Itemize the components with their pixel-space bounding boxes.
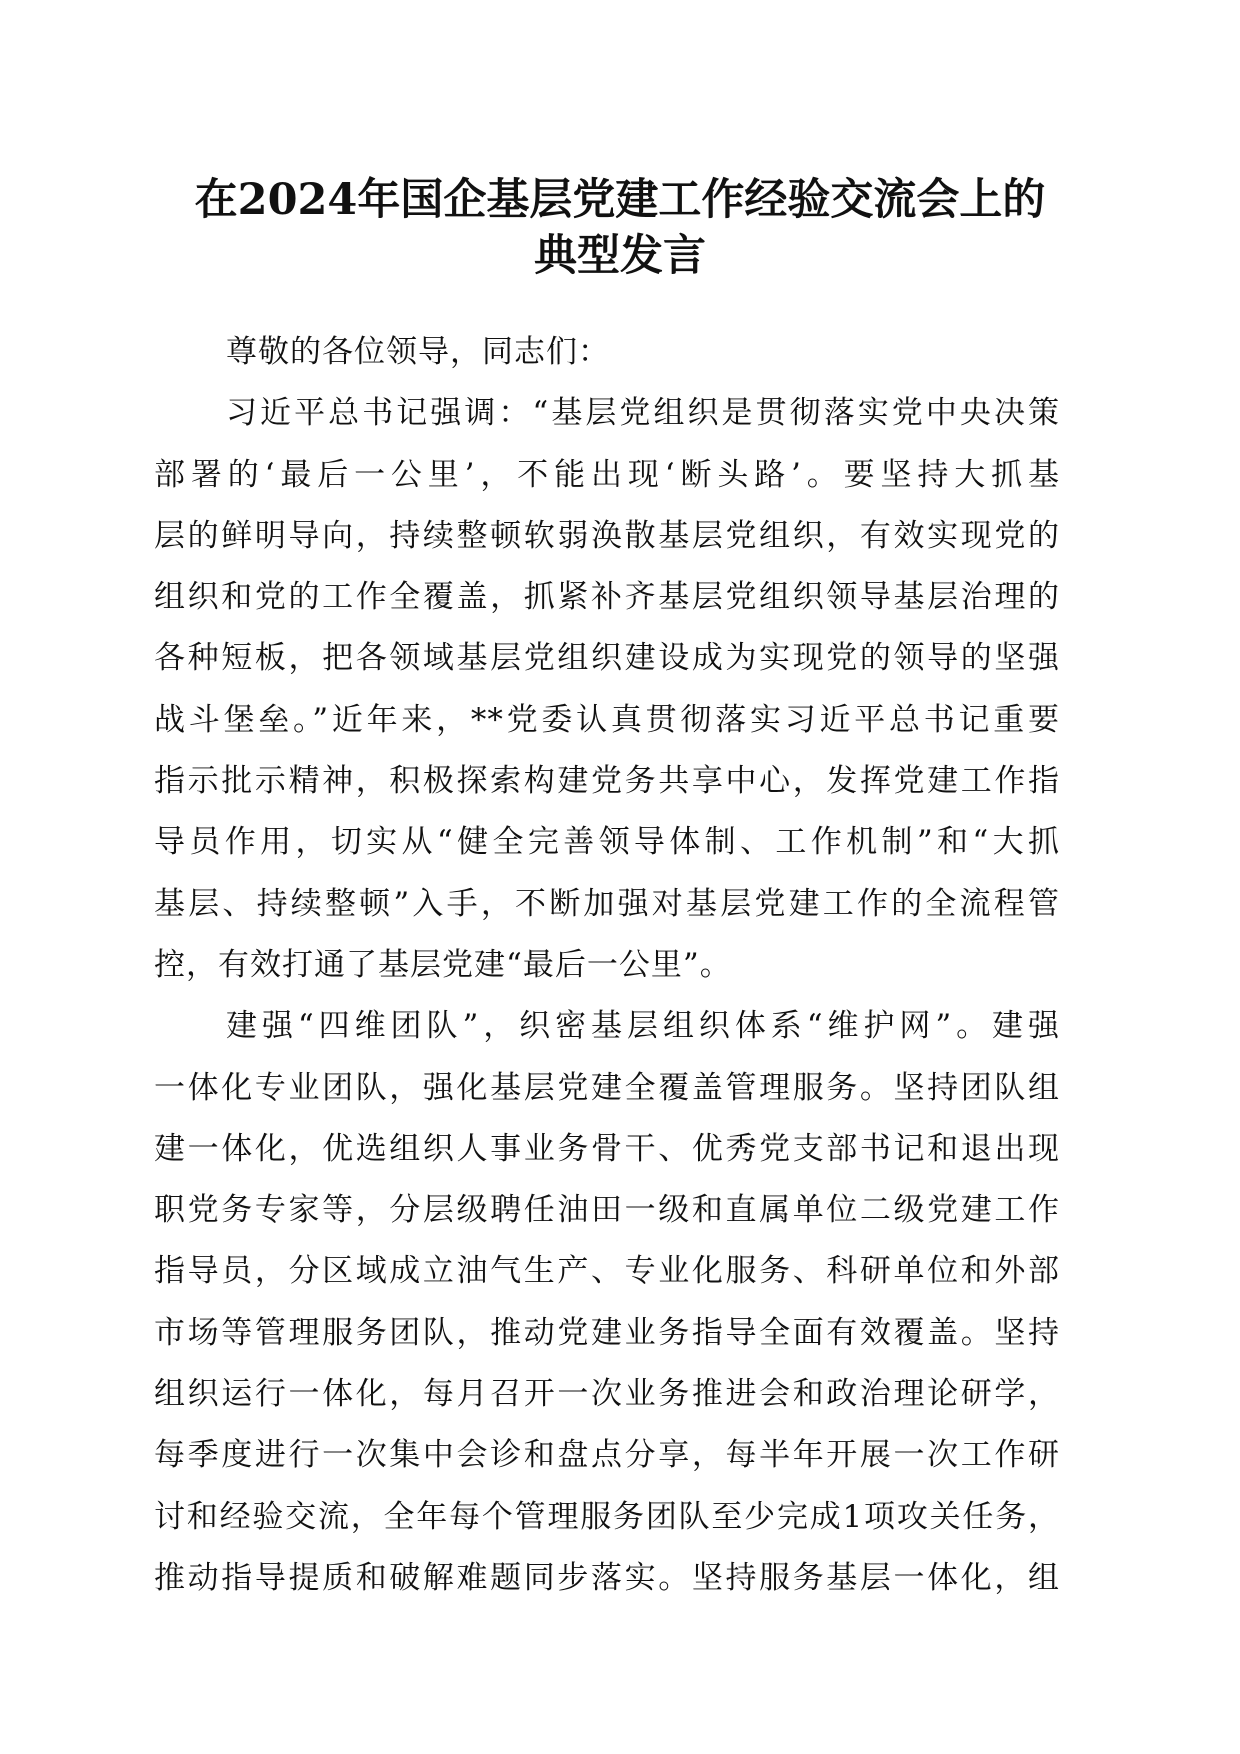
text-line: 导员作用，切实从“健全完善领导体制、工作机制”和“大抓 — [154, 824, 1060, 861]
text-line: 一体化专业团队，强化基层党建全覆盖管理服务。坚持团队组 — [154, 1069, 1060, 1106]
text-line: 组织和党的工作全覆盖，抓紧补齐基层党组织领导基层治理的 — [154, 579, 1060, 616]
text-line: 战斗堡垒。”近年来，**党委认真贯彻落实习近平总书记重要 — [154, 701, 1060, 738]
title-line-2: 典型发言 — [534, 231, 706, 281]
text-line: 层的鲜明导向，持续整顿软弱涣散基层党组织，有效实现党的 — [154, 517, 1060, 554]
paragraph-four-dimension-teams — [154, 996, 1060, 1609]
text-line: 推动指导提质和破解难题同步落实。坚持服务基层一体化，组 — [154, 1559, 1060, 1596]
text-line: 讨和经验交流，全年每个管理服务团队至少完成1项攻关任务， — [154, 1498, 1060, 1535]
document-title — [140, 172, 1100, 284]
title-line-1: 在2024年国企基层党建工作经验交流会上的 — [194, 175, 1046, 225]
text-line: 尊敬的各位领导，同志们： — [226, 334, 610, 370]
paragraph-salutation — [154, 322, 1060, 383]
text-line: 部署的‘最后一公里’，不能出现‘断头路’。要坚持大抓基 — [154, 456, 1060, 493]
paragraph-introduction — [154, 383, 1060, 996]
text-line: 习近平总书记强调：“基层党组织是贯彻落实党中央决策 — [226, 395, 1060, 432]
document-body — [154, 322, 1060, 1609]
text-line: 控，有效打通了基层党建“最后一公里”。 — [154, 946, 732, 983]
text-line: 建强“四维团队”，织密基层组织体系“维护网”。建强 — [226, 1008, 1060, 1045]
text-line: 组织运行一体化，每月召开一次业务推进会和政治理论研学， — [154, 1376, 1060, 1413]
text-line: 每季度进行一次集中会诊和盘点分享，每半年开展一次工作研 — [154, 1437, 1060, 1474]
text-line: 基层、持续整顿”入手，不断加强对基层党建工作的全流程管 — [154, 885, 1060, 922]
text-line: 市场等管理服务团队，推动党建业务指导全面有效覆盖。坚持 — [154, 1314, 1060, 1351]
text-line: 职党务专家等，分层级聘任油田一级和直属单位二级党建工作 — [154, 1192, 1060, 1229]
text-line: 各种短板，把各领域基层党组织建设成为实现党的领导的坚强 — [154, 640, 1060, 677]
text-line: 建一体化，优选组织人事业务骨干、优秀党支部书记和退出现 — [154, 1130, 1060, 1167]
text-line: 指导员，分区域成立油气生产、专业化服务、科研单位和外部 — [154, 1253, 1060, 1290]
text-line: 指示批示精神，积极探索构建党务共享中心，发挥党建工作指 — [154, 763, 1060, 800]
